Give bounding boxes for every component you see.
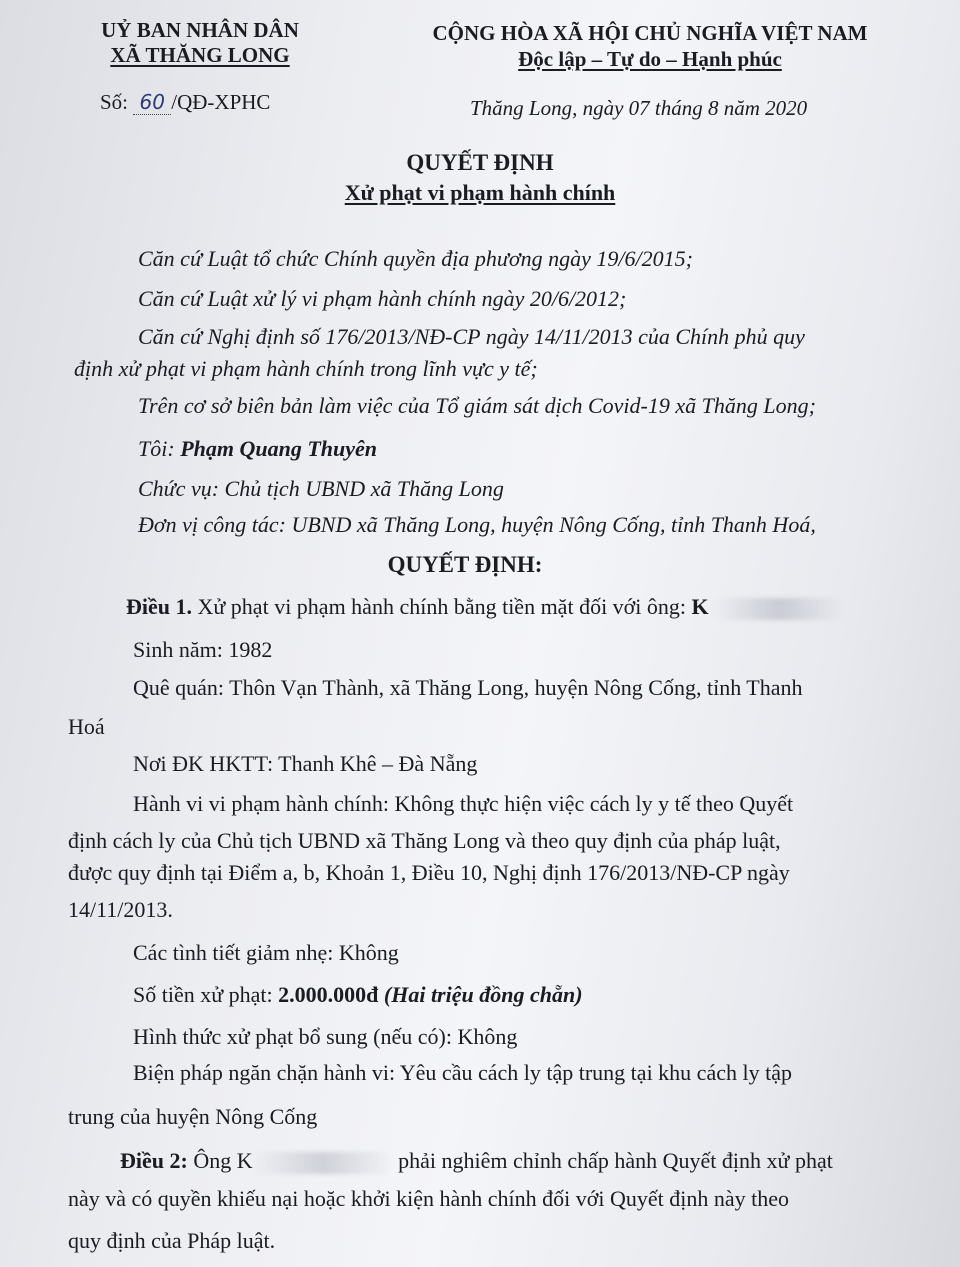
article-2-line-2: này và có quyền khiếu nại hoặc khởi kiện hành chính đối với Quyết định này theo: [68, 1186, 789, 1211]
hometown-line-1: Quê quán: Thôn Vạn Thành, xã Thăng Long, huyện Nông Cống, tỉnh Thanh: [133, 675, 803, 700]
additional-penalty: Hình thức xử phạt bổ sung (nếu có): Không: [133, 1024, 518, 1049]
hometown-line-2: Hoá: [68, 714, 105, 739]
article-1-label: Điều 1.: [126, 594, 192, 619]
redacted-name: [714, 598, 844, 620]
article-2-text-1: phải nghiêm chỉnh chấp hành Quyết định xử phạt: [398, 1148, 833, 1173]
authority-line-2: XÃ THĂNG LONG: [110, 43, 290, 67]
preventive-measures-1: Biện pháp ngăn chặn hành vi: Yêu cầu cách ly tập trung tại khu cách ly tập: [133, 1060, 792, 1085]
fine-words: (Hai triệu đồng chẵn): [383, 982, 583, 1007]
article-1-intro: [126, 594, 844, 620]
legal-basis-1: Căn cứ Luật tổ chức Chính quyền địa phương ngày 19/6/2015;: [138, 246, 693, 271]
legal-basis-3a: Căn cứ Nghị định số 176/2013/NĐ-CP ngày 14/11/2013 của Chính phủ quy: [138, 324, 805, 349]
number-prefix: Số:: [100, 90, 129, 114]
violation-line-3: được quy định tại Điểm a, b, Khoản 1, Điều 10, Nghị định 176/2013/NĐ-CP ngày: [68, 860, 790, 885]
legal-basis-2: Căn cứ Luật xử lý vi phạm hành chính ngày 20/6/2012;: [138, 286, 627, 311]
mitigating-circumstances: Các tình tiết giảm nhẹ: Không: [133, 940, 399, 965]
authority-line-1: UỶ BAN NHÂN DÂN: [101, 18, 299, 42]
violation-line-2: định cách ly của Chủ tịch UBND xã Thăng Long và theo quy định của pháp luật,: [68, 828, 781, 853]
legal-basis-4: Trên cơ sở biên bản làm việc của Tổ giám sát dịch Covid-19 xã Thăng Long;: [138, 393, 816, 418]
official-line: [138, 436, 377, 462]
official-label: Tôi:: [138, 436, 175, 461]
fine-line: [133, 982, 583, 1008]
article-1-text: Xử phạt vi phạm hành chính bằng tiền mặt đối với ông:: [197, 594, 687, 619]
issuing-authority: [70, 18, 330, 68]
fine-label: Số tiền xử phạt:: [133, 982, 273, 1007]
fine-amount: 2.000.000đ: [278, 982, 379, 1007]
decision-number: [100, 90, 270, 115]
document-title: QUYẾT ĐỊNH: [406, 150, 554, 175]
official-unit: Đơn vị công tác: UBND xã Thăng Long, huyện Nông Cống, tỉnh Thanh Hoá,: [138, 512, 816, 537]
official-name: Phạm Quang Thuyên: [180, 436, 378, 461]
date-line: Thăng Long, ngày 07 tháng 8 năm 2020: [470, 96, 808, 120]
violation-line-4: 14/11/2013.: [68, 897, 173, 922]
article-2-line-3: quy định của Pháp luật.: [68, 1228, 276, 1253]
violation-line-1: Hành vi vi phạm hành chính: Không thực hiện việc cách ly y tế theo Quyết: [133, 791, 794, 816]
decision-heading: QUYẾT ĐỊNH:: [387, 552, 543, 577]
national-motto: Độc lập – Tự do – Hạnh phúc: [518, 47, 782, 71]
handwritten-number: 60: [133, 90, 171, 115]
country-name: CỘNG HÒA XÃ HỘI CHỦ NGHĨA VIỆT NAM: [432, 21, 868, 45]
national-header: [390, 20, 910, 72]
document-subtitle: Xử phạt vi phạm hành chính: [344, 180, 616, 205]
residence: Nơi ĐK HKTT: Thanh Khê – Đà Nẵng: [133, 751, 478, 776]
article-2-label: Điều 2:: [120, 1148, 188, 1173]
official-position: Chức vụ: Chủ tịch UBND xã Thăng Long: [138, 476, 504, 501]
legal-basis-3b: định xử phạt vi phạm hành chính trong lĩnh vực y tế;: [74, 356, 538, 381]
birth-year: Sinh năm: 1982: [133, 637, 273, 662]
redacted-name-2: [253, 1152, 393, 1174]
violator-initial: K: [691, 594, 709, 619]
article-2-line-1: [120, 1148, 833, 1174]
number-suffix: /QĐ-XPHC: [171, 90, 271, 114]
preventive-measures-2: trung của huyện Nông Cống: [68, 1104, 318, 1129]
article-2-prefix: Ông K: [193, 1148, 253, 1173]
